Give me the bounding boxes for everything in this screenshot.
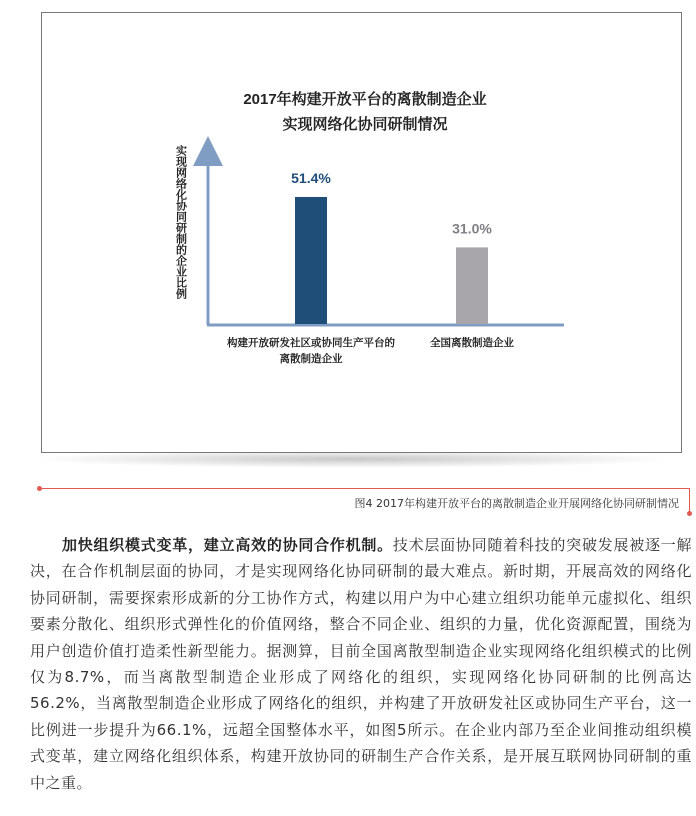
category-1-label-line-1: 构建开放研发社区或协同生产平台的 (227, 337, 395, 349)
paragraph-body: 技术层面协同随着科技的突破发展被逐一解决，在合作机制层面的协同，才是实现网络化协同研制的最大难点。新时期，开展高效的网络化协同研制，需要探索形成新的分工协作方式，构建以用户为中心建立组织功能单元虚拟化、组织要素分散化、组织形式弹性化的价值网络，整合不同企业、组织的力量，优化资源配置，围绕为用户创造价值打造柔性新型能力。据测算，目前全国离散型制造企业实现网络化组织模式的比例仅为8.7%，而当离散型制造企业形成了网络化的组织，实现网络化协同研制的比例高达56.2%，当离散型制造企业形成了网络化的组织，并构建了开放研发社区或协同生产平台，这一比例进一步提升为66.1%，远超全国整体水平，如图5所示。在企业内部乃至企业间推动组织模式变革，建立网络化组织体系，构建开放协同的研制生产合作关系，是开展互联网协同研制的重中之重。 (30, 536, 692, 792)
bar-2-value-label: 31.0% (452, 220, 492, 237)
bar-chart (42, 13, 681, 452)
article-paragraph (30, 532, 692, 796)
chart-title-line-2: 实现网络化协同研制情况 (282, 116, 448, 133)
caption-dot-bottom (687, 511, 692, 516)
category-2-label: 全国离散制造企业 (430, 337, 514, 349)
category-1-label-line-2: 离散制造企业 (279, 353, 343, 365)
bar-1 (295, 197, 327, 324)
paragraph-lead: 加快组织模式变革，建立高效的协同合作机制。 (62, 536, 393, 554)
figure-caption: 图4 2017年构建开放平台的离散制造企业开展网络化协同研制情况 (354, 497, 679, 510)
chart-title-line-1: 2017年构建开放平台的离散制造企业 (243, 91, 487, 108)
caption-dot-left (37, 486, 42, 491)
bar-1-value-label: 51.4% (291, 169, 331, 186)
figure-caption-box (40, 488, 690, 514)
y-axis-label: 实现网络化协同研制的企业比例 (174, 145, 188, 299)
bar-2 (456, 247, 488, 324)
figure-frame (41, 12, 682, 453)
